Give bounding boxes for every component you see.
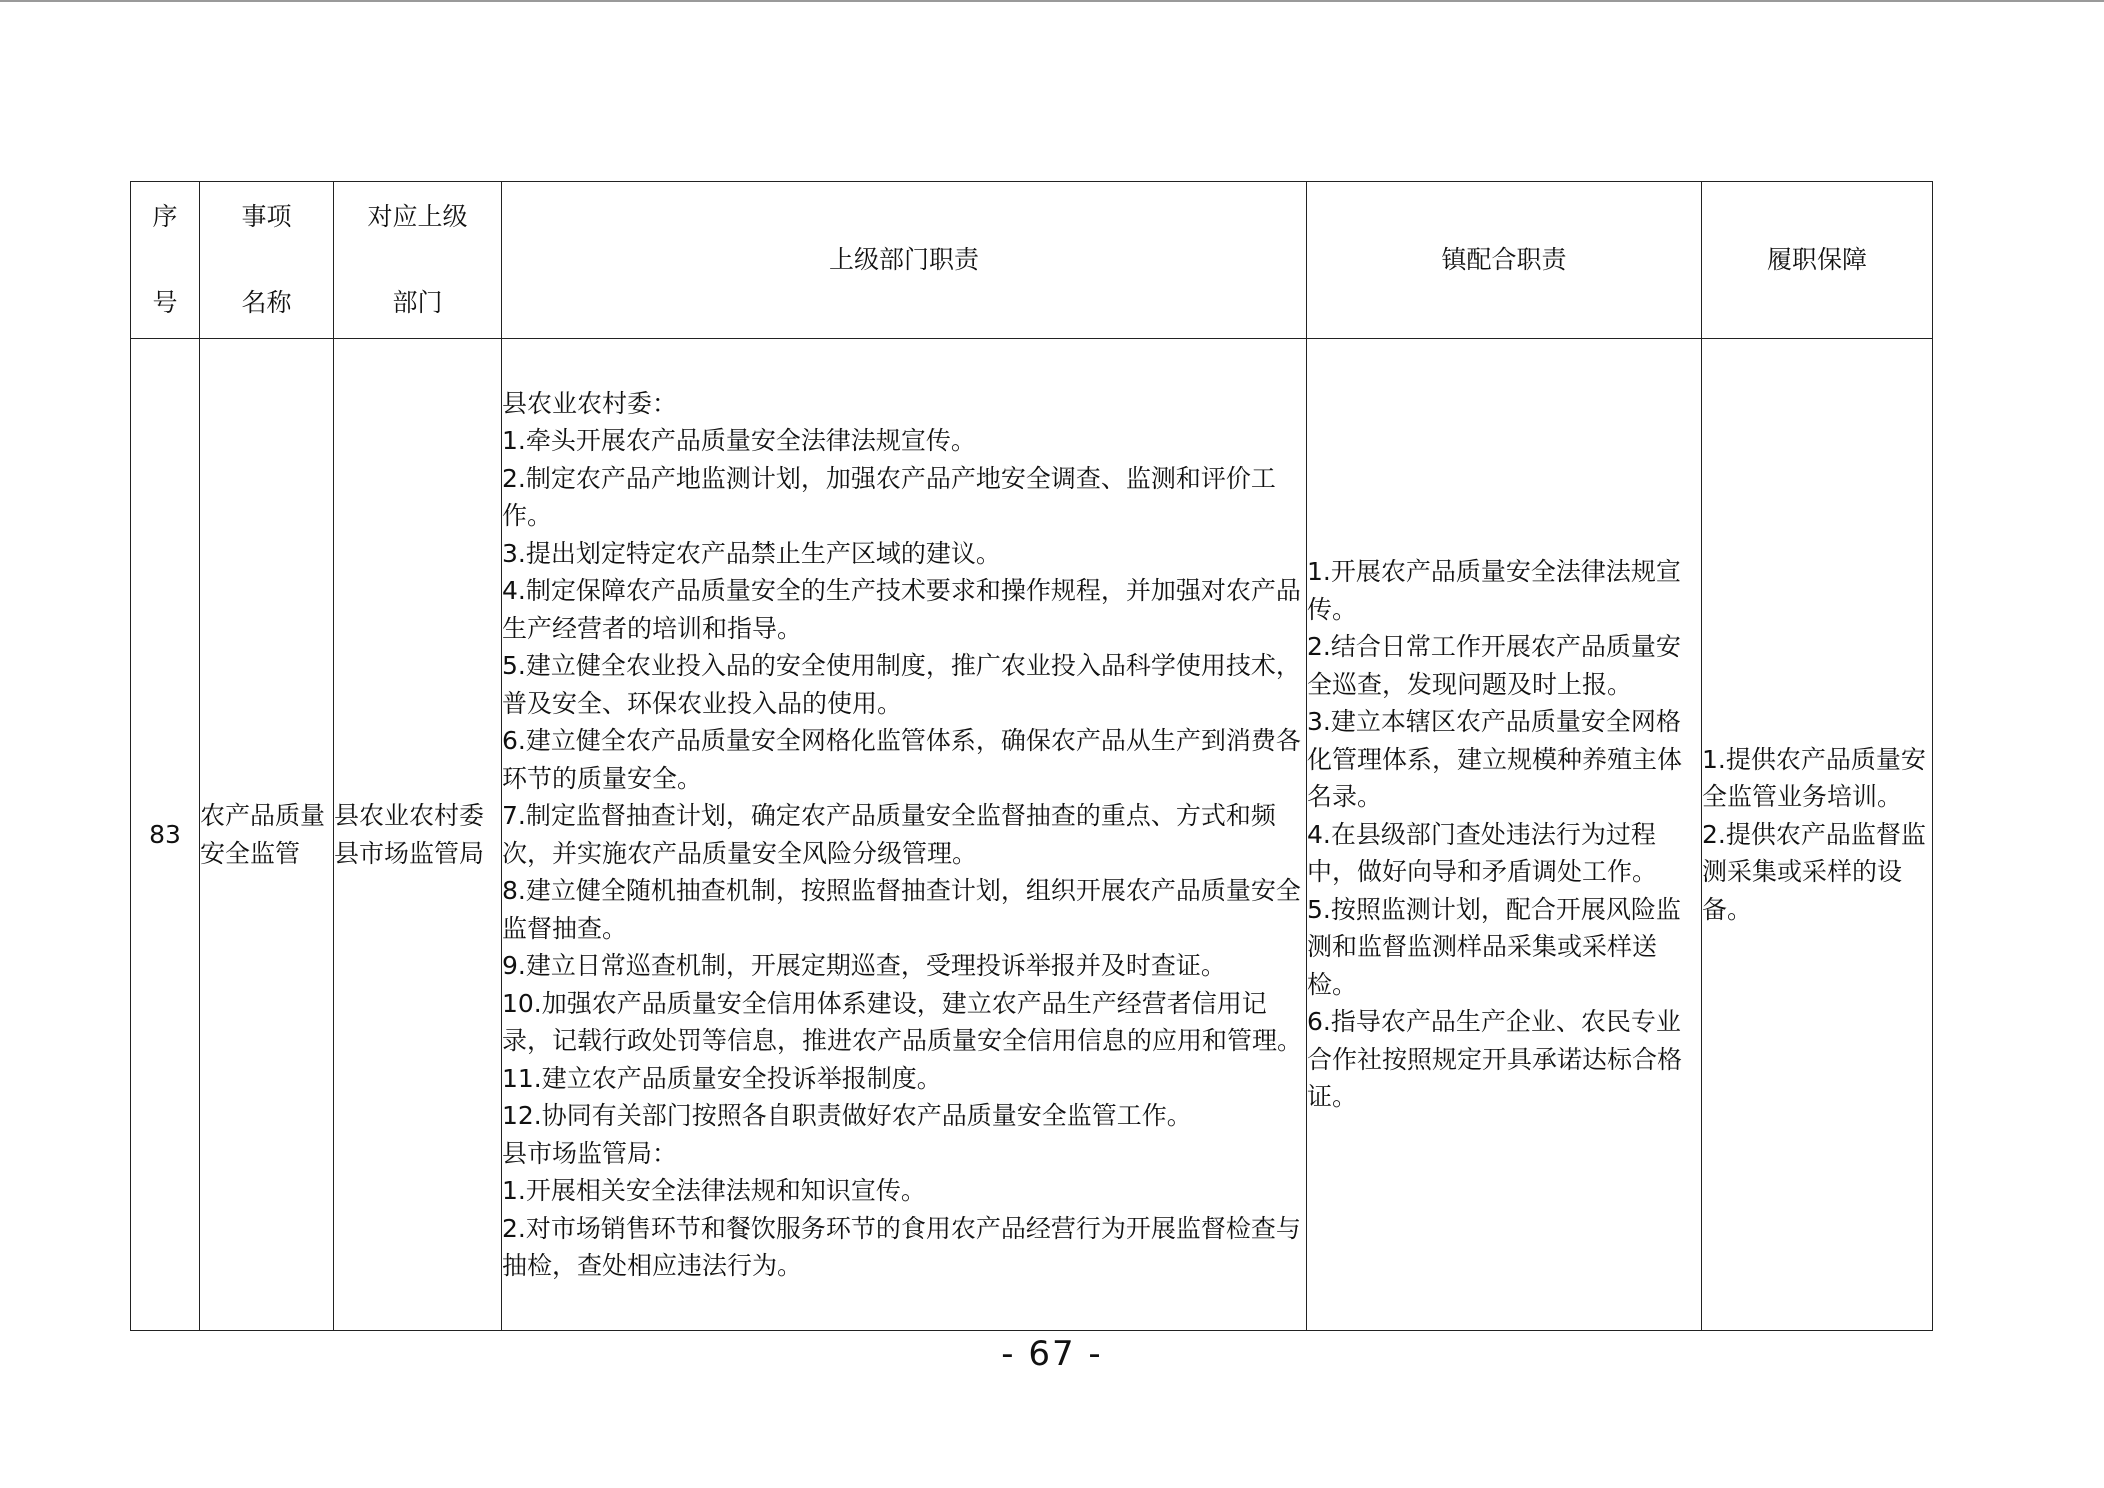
upper-duty-line: 县市场监管局：	[502, 1138, 678, 1168]
top-rule	[0, 0, 2104, 2]
upper-duty-line: 11.建立农产品质量安全投诉举报制度。	[502, 1063, 942, 1093]
upper-duty-line: 8.建立健全随机抽查机制，按照监督抽查计划，组织开展农产品质量安全监督抽查。	[502, 876, 1301, 943]
upper-duty-line: 10.加强农产品质量安全信用体系建设，建立农产品生产经营者信用记录，记载行政处罚等信息，推进农产品质量安全信用信息的应用和管理。	[502, 988, 1303, 1055]
town-duty-line: 3.建立本辖区农产品质量安全网格化管理体系，建立规模种养殖主体名录。	[1307, 707, 1683, 812]
row-upper-duty	[502, 339, 1307, 1331]
row-town-duty	[1307, 339, 1702, 1331]
town-duty-line: 2.结合日常工作开展农产品质量安全巡查，发现问题及时上报。	[1307, 632, 1681, 699]
upper-duty-line: 1.开展相关安全法律法规和知识宣传。	[502, 1176, 926, 1205]
header-upper-dept	[334, 182, 502, 339]
page-number: - 67 -	[1001, 1334, 1103, 1374]
header-seq	[131, 182, 200, 339]
header-seq-line1: 序	[152, 202, 178, 231]
upper-duty-line: 5.建立健全农业投入品的安全使用制度，推广农业投入品科学使用技术，普及安全、环保农业投入品的使用。	[502, 651, 1301, 718]
upper-duty-line: 2.对市场销售环节和餐饮服务环节的食用农产品经营行为开展监督检查与抽检，查处相应违法行为。	[502, 1213, 1301, 1280]
dept-line: 县农业农村委	[334, 801, 485, 830]
header-upper-dept-line1: 对应上级	[367, 202, 468, 231]
header-upper-duty: 上级部门职责	[502, 182, 1307, 339]
upper-duty-line: 6.建立健全农产品质量安全网格化监管体系，确保农产品从生产到消费各环节的质量安全。	[502, 726, 1301, 793]
header-town-duty: 镇配合职责	[1307, 182, 1702, 339]
upper-duty-line: 9.建立日常巡查机制，开展定期巡查，受理投诉举报并及时查证。	[502, 951, 1226, 980]
guarantee-line: 2.提供农产品监督监测采集或采样的设备。	[1702, 819, 1926, 924]
upper-duty-line: 12.协同有关部门按照各自职责做好农产品质量安全监管工作。	[502, 1101, 1192, 1130]
guarantee-line: 1.提供农产品质量安全监管业务培训。	[1702, 744, 1926, 812]
town-duty-line: 1.开展农产品质量安全法律法规宣传。	[1307, 557, 1681, 624]
header-row	[131, 182, 1933, 339]
town-duty-line: 4.在县级部门查处违法行为过程中，做好向导和矛盾调处工作。	[1307, 819, 1658, 887]
upper-duty-line: 县农业农村委：	[502, 388, 678, 418]
header-seq-line2: 号	[152, 287, 178, 317]
row-upper-dept	[334, 339, 502, 1331]
header-guarantee: 履职保障	[1702, 182, 1933, 339]
row-seq: 83	[131, 339, 200, 1331]
table-row	[131, 339, 1933, 1331]
upper-duty-line: 3.提出划定特定农产品禁止生产区域的建议。	[502, 538, 1001, 568]
duty-table	[130, 181, 1933, 1331]
header-item-name-line1: 事项	[241, 202, 292, 231]
row-item-name: 农产品质量安全监管	[200, 339, 334, 1331]
upper-duty-line: 7.制定监督抽查计划，确定农产品质量安全监督抽查的重点、方式和频次，并实施农产品质量安全风险分级管理。	[502, 801, 1276, 868]
header-item-name	[200, 182, 334, 339]
upper-duty-line: 1.牵头开展农产品质量安全法律法规宣传。	[502, 426, 976, 455]
upper-duty-line: 4.制定保障农产品质量安全的生产技术要求和操作规程，并加强对农产品生产经营者的培训和指导。	[502, 576, 1301, 643]
upper-duty-line: 2.制定农产品产地监测计划，加强农产品产地安全调查、监测和评价工作。	[502, 463, 1276, 530]
town-duty-line: 5.按照监测计划，配合开展风险监测和监督监测样品采集或采样送检。	[1307, 894, 1681, 999]
row-guarantee	[1702, 339, 1933, 1331]
dept-line: 县市场监管局	[334, 838, 485, 868]
header-upper-dept-line2: 部门	[392, 287, 443, 317]
header-item-name-line2: 名称	[241, 287, 292, 317]
town-duty-line: 6.指导农产品生产企业、农民专业合作社按照规定开具承诺达标合格证。	[1307, 1007, 1683, 1112]
